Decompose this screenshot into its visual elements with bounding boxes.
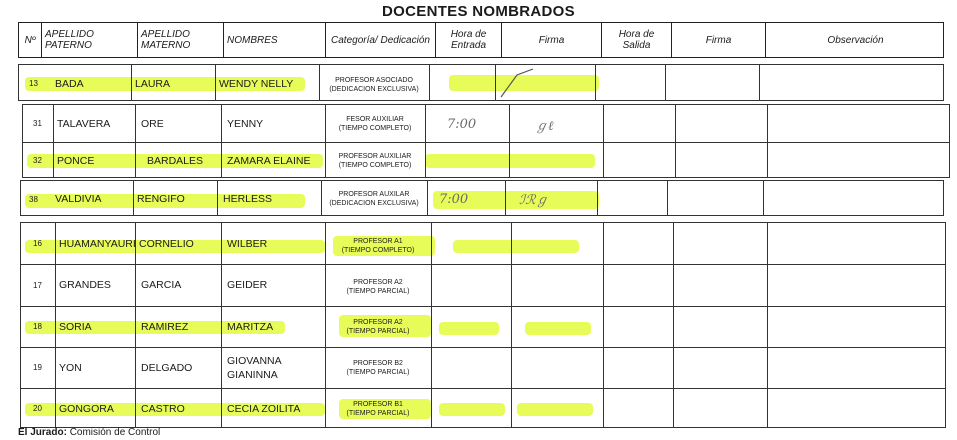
categoria: PROFESOR ASOCIADO (DEDICACION EXCLUSIVA) xyxy=(329,77,419,93)
categoria: FESOR AUXILIAR (TIEMPO COMPLETO) xyxy=(338,116,412,132)
apellido-paterno: VALDIVIA xyxy=(55,193,102,205)
column-divider xyxy=(133,181,134,215)
table-row xyxy=(18,64,944,101)
highlighter-mark xyxy=(517,403,593,416)
column-divider xyxy=(509,105,510,177)
column-divider xyxy=(215,65,216,100)
header-observacion: Observación xyxy=(765,23,945,57)
table-section xyxy=(22,104,950,178)
page-title: DOCENTES NOMBRADOS xyxy=(382,3,575,20)
column-divider xyxy=(667,181,668,215)
highlighter-mark xyxy=(439,322,499,335)
apellido-paterno: SORIA xyxy=(59,320,92,333)
hora-entrada: 7:00 xyxy=(447,117,477,132)
apellido-materno: DELGADO xyxy=(141,361,193,374)
apellido-paterno: TALAVERA xyxy=(57,117,111,130)
column-divider xyxy=(675,105,676,177)
apellido-materno: LAURA xyxy=(135,77,171,90)
categoria: PROFESOR B1 (TIEMPO PARCIAL) xyxy=(346,401,410,417)
row-number: 38 xyxy=(29,194,38,204)
nombres: HERLESS xyxy=(223,193,273,205)
header-entrada: Hora de Entrada xyxy=(435,23,501,57)
nombres: WENDY NELLY xyxy=(219,77,294,90)
column-divider xyxy=(217,181,218,215)
column-divider xyxy=(495,65,496,100)
column-divider xyxy=(595,65,596,100)
header-paterno: APELLIDO PATERNO xyxy=(41,23,137,57)
row-number: 31 xyxy=(33,119,42,128)
header-no: Nº xyxy=(24,34,36,46)
row-number: 13 xyxy=(29,79,38,88)
highlighter-mark xyxy=(439,403,505,416)
table-row xyxy=(20,180,944,216)
column-divider xyxy=(135,105,136,177)
apellido-paterno: YON xyxy=(59,361,82,374)
nombres: MARITZA xyxy=(227,320,274,333)
header-salida: Hora de Salida xyxy=(601,23,671,57)
nombres: GIOVANNA GIANINNA xyxy=(227,355,282,381)
firma: ℊℓ xyxy=(535,119,554,134)
apellido-materno: CORNELIO xyxy=(139,237,194,250)
apellido-materno: ORE xyxy=(141,117,164,130)
apellido-materno: GARCIA xyxy=(141,279,182,291)
column-divider xyxy=(221,105,222,177)
categoria: PROFESOR AUXILAR (DEDICACION EXCLUSIVA) xyxy=(329,191,419,207)
highlighter-mark xyxy=(425,154,595,168)
header-materno: APELLIDO MATERNO xyxy=(137,23,223,57)
nombres: CECIA ZOILITA xyxy=(227,402,301,415)
column-divider xyxy=(759,65,760,100)
apellido-paterno: GONGORA xyxy=(59,402,114,415)
categoria: PROFESOR A2 (TIEMPO PARCIAL) xyxy=(346,319,410,335)
apellido-paterno: PONCE xyxy=(57,154,95,167)
footer-jurado: El Jurado: Comisión de Control xyxy=(18,427,161,438)
row-number: 18 xyxy=(33,322,42,331)
column-divider xyxy=(425,105,426,177)
column-divider xyxy=(603,105,604,177)
header-categoria: Categoría/ Dedicación xyxy=(325,23,435,57)
nombres: WILBER xyxy=(227,237,268,250)
header-firma-salida: Firma xyxy=(671,23,765,57)
categoria: PROFESOR AUXILIAR (TIEMPO COMPLETO) xyxy=(338,153,412,169)
apellido-paterno: GRANDES xyxy=(59,279,111,291)
column-divider xyxy=(427,181,428,215)
row-number: 17 xyxy=(33,280,42,290)
column-divider xyxy=(429,65,430,100)
column-divider xyxy=(597,181,598,215)
categoria: PROFESOR A1 (TIEMPO COMPLETO) xyxy=(341,238,415,254)
column-divider xyxy=(511,223,512,427)
column-divider xyxy=(131,65,132,100)
categoria: PROFESOR A2 (TIEMPO PARCIAL) xyxy=(346,279,410,295)
header-nombres: NOMBRES xyxy=(223,23,325,57)
signature-stroke xyxy=(497,67,537,99)
column-divider xyxy=(673,223,674,427)
apellido-materno: CASTRO xyxy=(141,402,185,415)
nombres: ZAMARA ELAINE xyxy=(227,154,311,167)
column-divider xyxy=(767,223,768,427)
column-divider xyxy=(53,105,54,177)
apellido-paterno: HUAMANYAURI xyxy=(59,237,136,250)
column-divider xyxy=(767,105,768,177)
nombres: YENNY xyxy=(227,117,264,130)
row-number: 16 xyxy=(33,239,42,248)
row-number: 20 xyxy=(33,404,42,413)
apellido-materno: BARDALES xyxy=(147,154,204,167)
table-section xyxy=(20,222,946,428)
table-header xyxy=(18,22,944,58)
column-divider xyxy=(603,223,604,427)
firma: ℐℛℊ xyxy=(519,193,549,208)
row-number: 19 xyxy=(33,363,42,372)
column-divider xyxy=(665,65,666,100)
highlighter-mark xyxy=(525,322,591,335)
apellido-paterno: BADA xyxy=(55,77,84,90)
column-divider xyxy=(55,223,56,427)
column-divider xyxy=(763,181,764,215)
column-divider xyxy=(431,223,432,427)
row-number: 32 xyxy=(33,156,42,165)
hora-entrada: 7:00 xyxy=(439,192,469,207)
highlighter-mark xyxy=(453,240,579,253)
nombres: GEIDER xyxy=(227,279,268,291)
header-firma: Firma xyxy=(501,23,601,57)
apellido-materno: RAMIREZ xyxy=(141,320,189,333)
column-divider xyxy=(505,181,506,215)
categoria: PROFESOR B2 (TIEMPO PARCIAL) xyxy=(346,360,410,376)
column-divider xyxy=(221,223,222,427)
apellido-materno: RENGIFO xyxy=(137,193,185,205)
